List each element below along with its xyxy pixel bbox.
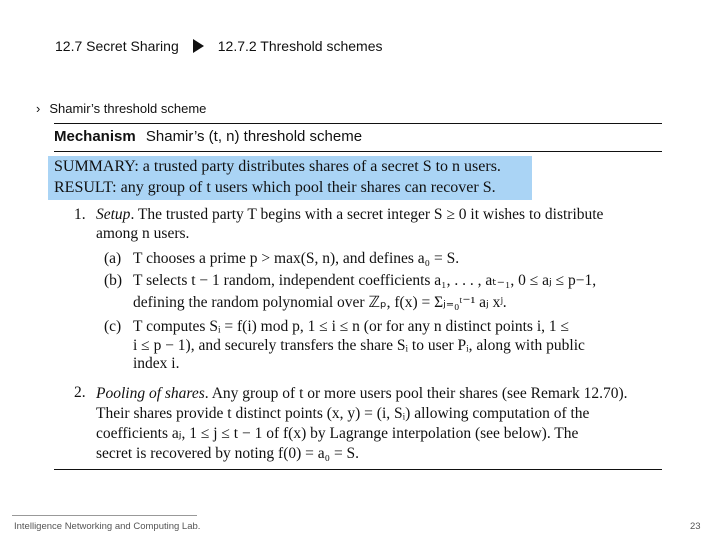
substep-a <box>133 250 673 269</box>
mechanism-title <box>54 128 362 145</box>
subsection-title: 12.7.2 Threshold schemes <box>217 38 383 54</box>
substep-line: i ≤ p − 1), and securely transfers the share Sᵢ to user Pᵢ, along with public <box>133 336 585 354</box>
step-heading: Setup <box>96 206 131 223</box>
substep-line: T chooses a prime p > max(S, n), and defines a₀ = S. <box>133 250 460 267</box>
mechanism-label: Mechanism <box>54 128 136 145</box>
substep-label: (b) <box>104 272 123 289</box>
step-heading: Pooling of shares <box>96 385 205 402</box>
summary-line: SUMMARY: a trusted party distributes shares of a secret S to n users. <box>54 158 501 175</box>
mechanism-name: Shamir’s (t, n) threshold scheme <box>145 128 363 145</box>
section-title: 12.7 Secret Sharing <box>55 38 179 54</box>
bullet-item <box>36 101 206 116</box>
slide-header <box>55 38 382 54</box>
step-line: Pooling of shares. Any group of t or more users pool their shares (see Remark 12.70). <box>96 385 628 402</box>
substep-b <box>133 272 673 312</box>
substep-line: index i. <box>133 355 180 372</box>
substep-label: (a) <box>104 250 122 267</box>
step-line: coefficients aⱼ, 1 ≤ j ≤ t − 1 of f(x) by Lagrange interpolation (see below). The <box>96 425 579 442</box>
page-number: 23 <box>690 521 701 532</box>
bullet-text: Shamir’s threshold scheme <box>49 101 207 116</box>
step-number: 2. <box>74 384 86 401</box>
substep-label: (c) <box>104 318 122 335</box>
result-line: RESULT: any group of t users which pool their shares can recover S. <box>54 179 496 196</box>
substep-c <box>133 318 673 374</box>
step-line: secret is recovered by noting f(0) = a₀ = S. <box>96 445 360 462</box>
chevron-right-icon: › <box>36 101 41 116</box>
mechanism-top-rule <box>54 123 662 124</box>
mechanism-bottom-rule <box>54 469 662 470</box>
step-setup <box>96 206 666 243</box>
footer-rule <box>12 515 197 516</box>
step-number: 1. <box>74 206 86 223</box>
play-triangle-icon <box>193 39 204 53</box>
footer-lab-name: Intelligence Networking and Computing Lab. <box>14 521 201 532</box>
substep-line: T selects t − 1 random, independent coefficients a₁, . . . , aₜ₋₁, 0 ≤ aⱼ ≤ p−1, <box>133 272 597 289</box>
mechanism-title-rule <box>54 151 662 152</box>
step-line: among n users. <box>96 224 190 242</box>
substep-line: T computes Sᵢ = f(i) mod p, 1 ≤ i ≤ n (or for any n distinct points i, 1 ≤ <box>133 318 570 335</box>
step-pooling <box>96 384 671 464</box>
step-line: Setup. The trusted party T begins with a secret integer S ≥ 0 it wishes to distribute <box>96 206 604 223</box>
substep-line: defining the random polynomial over ℤₚ, f(x) = Σⱼ₌₀ᵗ⁻¹ aⱼ xʲ. <box>133 293 507 311</box>
step-line: Their shares provide t distinct points (x, y) = (i, Sᵢ) allowing computation of the <box>96 405 590 422</box>
